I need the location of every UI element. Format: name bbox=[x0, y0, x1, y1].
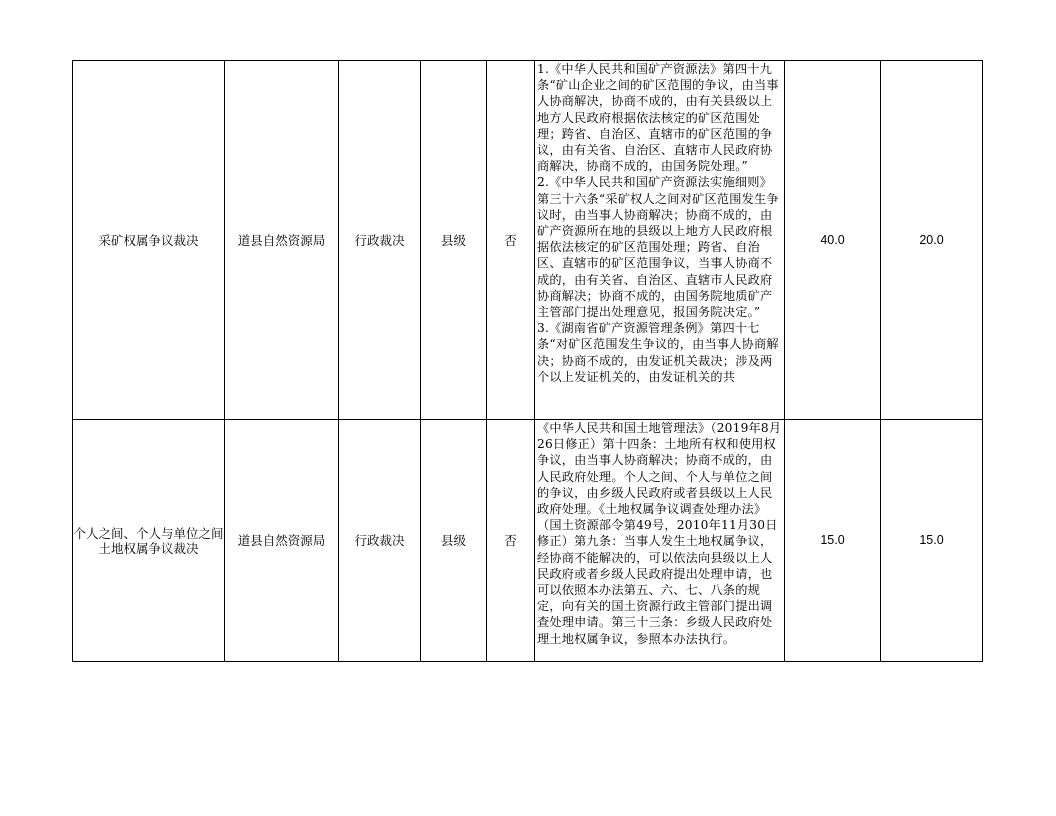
value-cell-1: 40.0 bbox=[785, 61, 881, 420]
department-cell: 道县自然资源局 bbox=[225, 420, 339, 662]
legal-basis-paragraph: 2.《中华人民共和国矿产资源法实施细则》第三十六条“采矿权人之间对矿区范围发生争议时，由当事人协商解决；协商不成的，由矿产资源所在地的县级以上地方人民政府根据依法核定的矿区范围处理；跨省、自治区、直辖市的矿区范围争议，当事人协商不成的，由有关省、自治区、直辖市人民政府协商解决；协商不成的，由国务院地质矿产主管部门提出处理意见，报国务院决定。” bbox=[537, 175, 779, 320]
category-cell: 行政裁决 bbox=[339, 420, 421, 662]
level-cell: 县级 bbox=[421, 420, 487, 662]
legal-basis-paragraph: 3.《湖南省矿产资源管理条例》第四十七条“对矿区范围发生争议的，由当事人协商解决；协商不成的，由发证机关裁决；涉及两个以上发证机关的，由发证机关的共 bbox=[537, 321, 779, 384]
category-cell: 行政裁决 bbox=[339, 61, 421, 420]
value-cell-2: 15.0 bbox=[881, 420, 983, 662]
legal-basis-paragraph: 《中华人民共和国土地管理法》（2019年8月26日修正）第十四条：土地所有权和使用权争议，由当事人协商解决；协商不成的，由人民政府处理。个人之间、个人与单位之间的争议，由乡级人民政府或者县级以上人民政府处理。《土地权属争议调查处理办法》（国土资源部令第49号，2010年11月30日修正）第九条：当事人发生土地权属争议，经协商不能解决的，可以依法向县级以上人民政府或者乡级人民政府提出处理申请，也可以依照本办法第五、六、七、八条的规定，向有关的国土资源行政主管部门提出调查处理申请。第三十三条：乡级人民政府处理土地权属争议，参照本办法执行。 bbox=[537, 421, 782, 646]
level-cell: 县级 bbox=[421, 61, 487, 420]
item-name-cell: 个人之间、个人与单位之间土地权属争议裁决 bbox=[73, 420, 225, 662]
table-row bbox=[73, 420, 983, 662]
value-cell-1: 15.0 bbox=[785, 420, 881, 662]
legal-basis-paragraph: 1.《中华人民共和国矿产资源法》第四十九条“矿山企业之间的矿区范围的争议，由当事人协商解决，协商不成的，由有关县级以上地方人民政府根据依法核定的矿区范围处理；跨省、自治区、直辖市的矿区范围的争议，由有关省、自治区、直辖市人民政府协商解决，协商不成的，由国务院处理。” bbox=[537, 62, 779, 174]
value-cell-2: 20.0 bbox=[881, 61, 983, 420]
legal-basis-cell bbox=[535, 420, 785, 662]
table-row bbox=[73, 61, 983, 420]
item-name-cell: 采矿权属争议裁决 bbox=[73, 61, 225, 420]
legal-basis-cell bbox=[535, 61, 785, 420]
flag-cell: 否 bbox=[487, 61, 535, 420]
flag-cell: 否 bbox=[487, 420, 535, 662]
department-cell: 道县自然资源局 bbox=[225, 61, 339, 420]
data-table bbox=[72, 60, 983, 662]
